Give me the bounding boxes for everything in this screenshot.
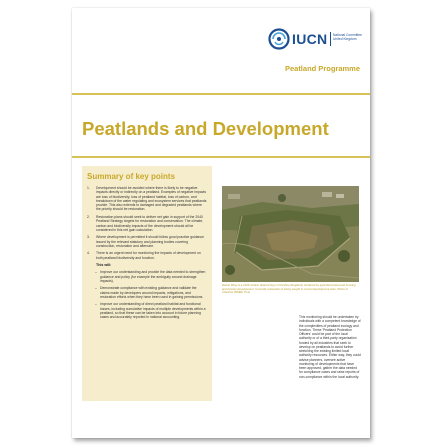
logo-wordmark: IUCN bbox=[292, 31, 328, 47]
point-text: Where development is permitted it should follow good practice guidance issued by the relevant statutory and planning bodies covering construction, restoration and aftercare. bbox=[96, 235, 204, 248]
outcome-item bbox=[87, 270, 207, 283]
aerial-photo-illustration bbox=[222, 186, 359, 282]
key-point bbox=[87, 186, 207, 212]
bullet-marker: – bbox=[95, 302, 97, 307]
body-paragraph: This monitoring should be undertaken by individuals with a competent knowledge of the complexities of peatland ecology and function. These 'Peatland Protection Officers' could be part of the local authority or of a third-party organisation funded by all industries that seek to develop on peatlands to avoid further stretching the existing limited local authority resources. Either way, they could advise planners, oversee active monitoring of developments that have been approved, gather the data needed for compliance cases and raise reports of non-compliance within the local authority. bbox=[299, 315, 361, 379]
iucn-globe-icon bbox=[268, 28, 290, 50]
point-text: There is an urgent need for monitoring the impacts of development on both peatland biodiversity and function. bbox=[96, 251, 201, 260]
key-points-list bbox=[87, 186, 207, 260]
summary-panel bbox=[82, 166, 212, 401]
point-text: Development should be avoided where there is likely to be negative impacts directly or indirectly on a peatland. Examples of negative impacts are loss of biodiversity, loss of peatland habitat, loss of carbon, and breakdown of the water regulating and ecosystem services that peatlands provide. This also extends to damaged and degraded peatlands where the priority should be restoration. bbox=[96, 186, 207, 212]
document-page bbox=[72, 8, 370, 438]
aerial-peatland-photo bbox=[222, 186, 359, 282]
bullet-marker: – bbox=[95, 270, 97, 275]
point-number: 1. bbox=[87, 186, 90, 190]
point-number: 4. bbox=[87, 251, 90, 256]
outcome-text: Demonstrate compliance with existing guidance and validate the claims made by developers around impacts, mitigations, and restoration efforts when they have been used in gaining permissions. bbox=[100, 286, 204, 299]
logo-subtitle: National Committee United Kingdom bbox=[333, 33, 362, 42]
page-title: Peatlands and Development bbox=[82, 118, 329, 139]
key-point bbox=[87, 235, 207, 248]
iucn-logo bbox=[268, 26, 363, 58]
outcomes-list bbox=[87, 270, 207, 319]
key-point bbox=[87, 215, 207, 232]
this-will-label: This will: bbox=[96, 263, 112, 268]
point-number: 2. bbox=[87, 214, 90, 219]
title-divider bbox=[72, 156, 370, 158]
bullet-marker: – bbox=[95, 286, 97, 291]
outcome-item bbox=[87, 302, 207, 319]
outcome-text: Improve our understanding and provide the data needed to strengthen guidance and policy (for example the ambiguity around drainage impacts). bbox=[100, 270, 206, 283]
photo-caption: Daniel Wray is a 2019 reclaim drained bog in Cheshire (England), bordered by agricultural land and housing and forestry development. Currently restoration is being sought in current development sites. Photo of Cheshire Wildlife Trust. bbox=[222, 283, 356, 295]
summary-heading: Summary of key points bbox=[87, 172, 176, 181]
logo-divider bbox=[330, 32, 331, 46]
outcome-item bbox=[87, 286, 207, 299]
point-text: Restoration plans should seek to deliver net gain in support of the 2040 Peatland Strategy targets for restoration and conservation. The climate, carbon and biodiversity impacts of the development should all be considered in this net gain calculation. bbox=[96, 214, 204, 232]
header-divider bbox=[72, 93, 370, 95]
key-point bbox=[87, 251, 207, 260]
point-number: 3. bbox=[87, 235, 90, 240]
programme-label: Peatland Programme bbox=[284, 64, 360, 73]
outcome-text: Improve our understanding of direct peatland habitat and functional losses, including cumulative impacts of multiple developments within a peatland, so that these can be taken into account in future planning cases and accurately reported in national accounting. bbox=[100, 302, 206, 320]
